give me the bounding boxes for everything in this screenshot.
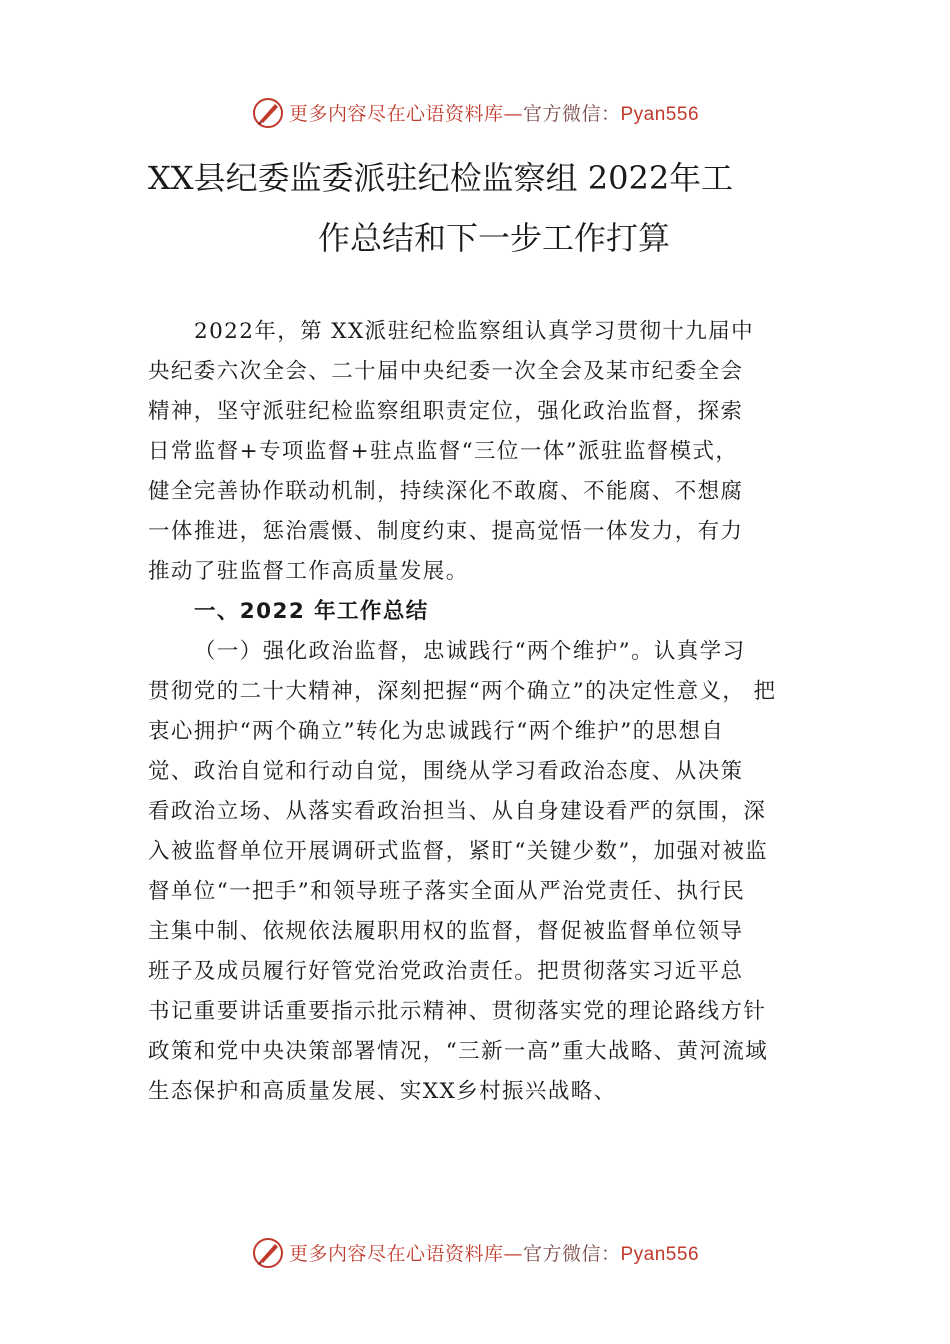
text-line: 推动了驻监督工作高质量发展。 — [148, 559, 469, 584]
text-line: （一）强化政治监督，忠诚践行“两个维护”。认真学习 — [194, 639, 746, 664]
text-line: 觉、政治自觉和行动自觉，围绕从学习看政治态度、从决策 — [148, 759, 744, 784]
banner-site: 更多内容尽在心语资料库 — [288, 102, 504, 125]
text-line: 央纪委六次全会、二十届中央纪委一次全会及某市纪委全会 — [148, 359, 744, 384]
footer-watermark-banner — [0, 1232, 950, 1272]
text-line: 看政治立场、从落实看政治担当、从自身建设看严的氛围，深 — [148, 799, 767, 824]
text-line: 政策和党中央决策部署情况，“三新一高”重大战略、黄河流域 — [148, 1039, 769, 1064]
banner-wechat-label: 官方微信： — [522, 102, 621, 125]
section-heading: 一、2022 年工作总结 — [194, 599, 429, 624]
banner-wechat-id: Pyan556 — [620, 1243, 700, 1265]
text-line: 班子及成员履行好管党治党政治责任。把贯彻落实习近平总 — [148, 959, 744, 984]
text-line: 主集中制、依规依法履职用权的监督，督促被监督单位领导 — [148, 919, 744, 944]
text-line: 贯彻党的二十大精神，深刻把握“两个确立”的决定性意义， 把 — [148, 679, 777, 704]
text-line: 督单位“一把手”和领导班子落实全面从严治党责任、执行民 — [148, 879, 746, 904]
document-title-line-2: 作总结和下一步工作打算 — [318, 219, 671, 257]
document-body — [148, 312, 818, 1112]
pen-logo-icon — [251, 1235, 285, 1269]
pen-logo-icon — [251, 95, 285, 129]
banner-text — [289, 99, 699, 126]
banner-text — [289, 1239, 699, 1266]
banner-wechat-id: Pyan556 — [620, 103, 700, 125]
text-line: 书记重要讲话重要指示批示精神、贯彻落实党的理论路线方针 — [148, 999, 767, 1024]
text-line: 入被监督单位开展调研式监督，紧盯“关键少数”，加强对被监 — [148, 839, 769, 864]
banner-dash: — — [503, 1242, 523, 1265]
text-line: 日常监督+专项监督+驻点监督“三位一体”派驻监督模式， — [148, 439, 739, 464]
header-watermark-banner — [0, 92, 950, 132]
banner-dash: — — [503, 102, 523, 125]
document-title-line-1: XX县纪委监委派驻纪检监察组 2022年工 — [148, 159, 734, 197]
text-line: 精神，坚守派驻纪检监察组职责定位，强化政治监督，探索 — [148, 399, 744, 424]
text-line: 生态保护和高质量发展、实XX乡村振兴战略、 — [148, 1079, 617, 1104]
banner-wechat-label: 官方微信： — [522, 1242, 621, 1265]
text-line: 一体推进，惩治震慑、制度约束、提高觉悟一体发力，有力 — [148, 519, 744, 544]
text-line: 2022年，第 XX派驻纪检监察组认真学习贯彻十九届中 — [194, 319, 754, 344]
text-line: 衷心拥护“两个确立”转化为忠诚践行“两个维护”的思想自 — [148, 719, 725, 744]
text-line: 健全完善协作联动机制，持续深化不敢腐、不能腐、不想腐 — [148, 479, 744, 504]
banner-site: 更多内容尽在心语资料库 — [288, 1242, 504, 1265]
